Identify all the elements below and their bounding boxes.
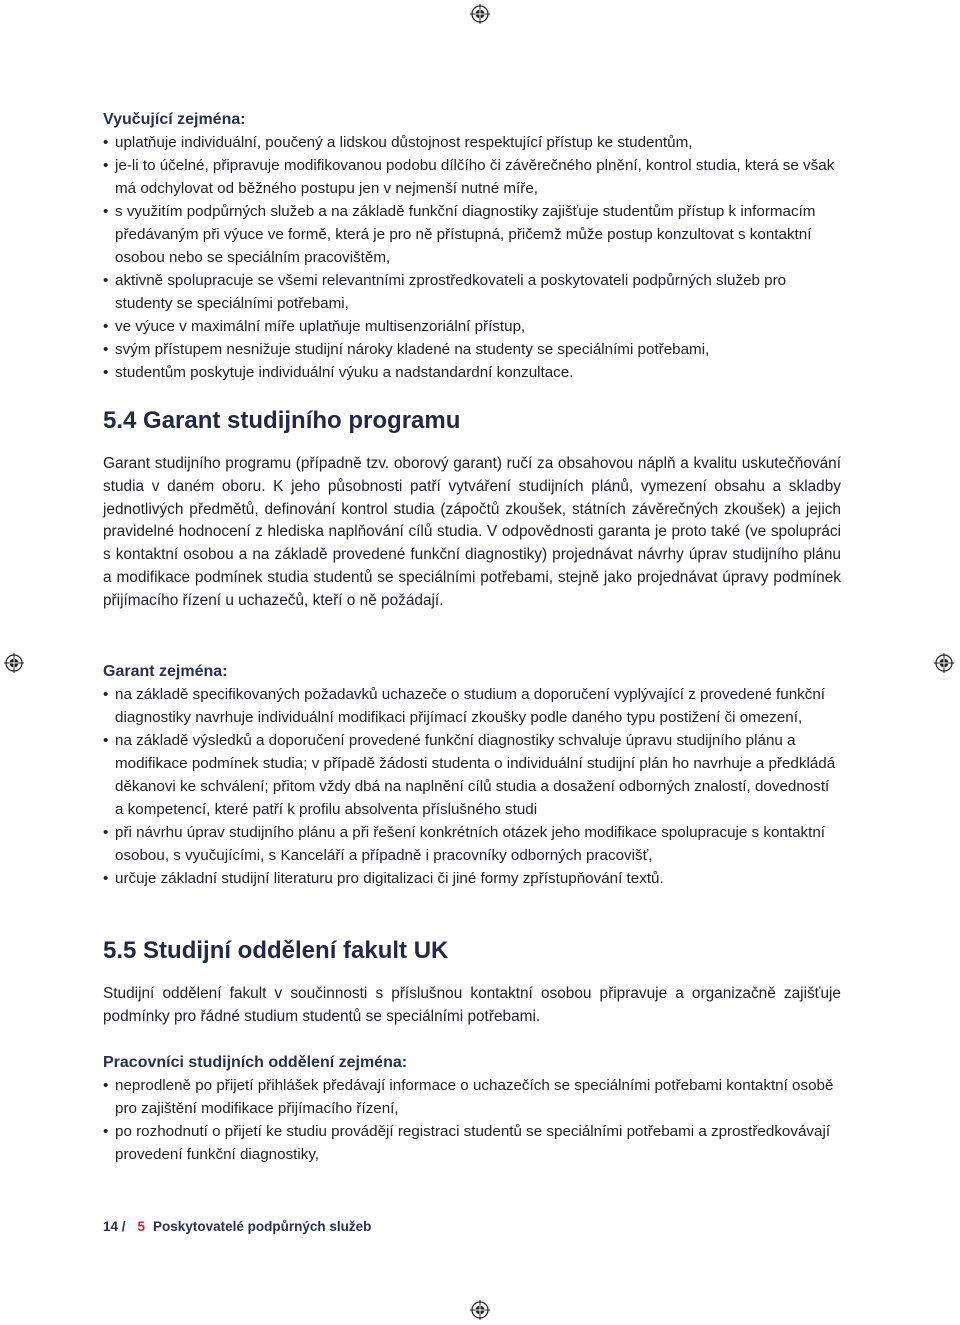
teacher-list bbox=[103, 131, 841, 384]
guarantor-list bbox=[103, 683, 841, 890]
section-title: 5.5 Studijní oddělení fakult UK bbox=[103, 937, 449, 964]
list-item: • s využitím podpůrných služeb a na základě funkční diagnostiky zajišťuje studentům přístup k informacím předávaným při výuce ve formě, která je pro ně přístupná, přičemž může postup konzultovat s kontaktní osobou nebo se speciálním pracovištěm, bbox=[103, 200, 841, 269]
list-item: • je-li to účelné, připravuje modifikovanou podobu dílčího či závěrečného plnění, kontrol studia, která se však má odchylovat od běžného postupu jen v nejmenší nutné míře, bbox=[103, 154, 841, 200]
guarantor-block bbox=[103, 660, 841, 890]
study-office-heading: Pracovníci studijních oddělení zejména: bbox=[103, 1054, 408, 1071]
registration-mark-icon bbox=[470, 4, 490, 24]
list-item: • aktivně spolupracuje se všemi relevantními zprostředkovateli a poskytovateli podpůrných služeb pro studenty se speciálními potřebami, bbox=[103, 269, 841, 315]
registration-mark-icon bbox=[4, 653, 24, 673]
study-office-block bbox=[103, 1051, 841, 1166]
list-item: • neprodleně po přijetí přihlášek předávají informace o uchazečích se speciálními potřebami kontaktní osobě pro zajištění modifikace přijímacího řízení, bbox=[103, 1074, 841, 1120]
section-paragraph: Studijní oddělení fakult v součinnosti s příslušnou kontaktní osobou připravuje a organizačně zajišťuje podmínky pro řádné studium studentů se speciálními potřebami. bbox=[103, 985, 841, 1025]
list-item: • uplatňuje individuální, poučený a lidskou důstojnost respektující přístup ke studentům, bbox=[103, 131, 841, 154]
registration-mark-icon bbox=[470, 1300, 490, 1320]
study-office-list bbox=[103, 1074, 841, 1166]
section-paragraph: Garant studijního programu (případně tzv. oborový garant) ručí za obsahovou náplň a kvalitu uskutečňování studia v daném oboru. K jeho působnosti patří vytváření studijních plánů, vymezení obsahu a skladby jednotlivých předmětů, definování kontrol studia (zápočtů zkoušek, státních závěrečných zkoušek) a jejich pravidelné hodnocení z hlediska naplňování cílů studia. V odpovědnosti garanta je proto také (ve spolupráci s kontaktní osobou a na základě provedené funkční diagnostiky) projednávat návrhy úprav studijního plánu a modifikace podmínek studia studentů se speciálními potřebami, stejně jako projednávat úpravy podmínek přijímacího řízení u uchazečů, kteří o ně požádají. bbox=[103, 455, 841, 609]
section-title: 5.4 Garant studijního programu bbox=[103, 407, 461, 434]
list-item: • při návrhu úprav studijního plánu a při řešení konkrétních otázek jeho modifikace spolupracuje s kontaktní osobou, s vyučujícími, s Kanceláří a případně i pracovníky odborných pracovišť, bbox=[103, 821, 841, 867]
chapter-title: Poskytovatelé podpůrných služeb bbox=[153, 1219, 372, 1234]
page-footer bbox=[103, 1219, 371, 1234]
list-item: • určuje základní studijní literaturu pro digitalizaci či jiné formy zpřístupňování textů. bbox=[103, 867, 841, 890]
page-number: 14 / bbox=[103, 1219, 126, 1234]
registration-mark-icon bbox=[934, 653, 954, 673]
list-item: • studentům poskytuje individuální výuku a nadstandardní konzultace. bbox=[103, 361, 841, 384]
guarantor-heading: Garant zejména: bbox=[103, 663, 228, 680]
list-item: • na základě výsledků a doporučení provedené funkční diagnostiky schvaluje úpravu studijního plánu a modifikace podmínek studia; v případě žádosti studenta o individuální studijní plán ho navrhuje a předkládá děkanovi ke schválení; přitom vždy dbá na naplnění cílů studia a dosažení odborných znalostí, dovedností a kompetencí, které patří k profilu absolventa příslušného studi bbox=[103, 729, 841, 821]
list-item: • po rozhodnutí o přijetí ke studiu provádějí registraci studentů se speciálními potřebami a zprostředkovávají provedení funkční diagnostiky, bbox=[103, 1120, 841, 1166]
teacher-block bbox=[103, 108, 841, 384]
list-item: • na základě specifikovaných požadavků uchazeče o studium a doporučení vyplývající z provedené funkční diagnostiky navrhuje individuální modifikaci přijímací zkoušky podle daného typu postižení či omezení, bbox=[103, 683, 841, 729]
list-item: • svým přístupem nesnižuje studijní nároky kladené na studenty se speciálními potřebami, bbox=[103, 338, 841, 361]
chapter-number: 5 bbox=[137, 1219, 146, 1234]
teacher-heading: Vyučující zejména: bbox=[103, 111, 246, 128]
list-item: • ve výuce v maximální míře uplatňuje multisenzoriální přístup, bbox=[103, 315, 841, 338]
